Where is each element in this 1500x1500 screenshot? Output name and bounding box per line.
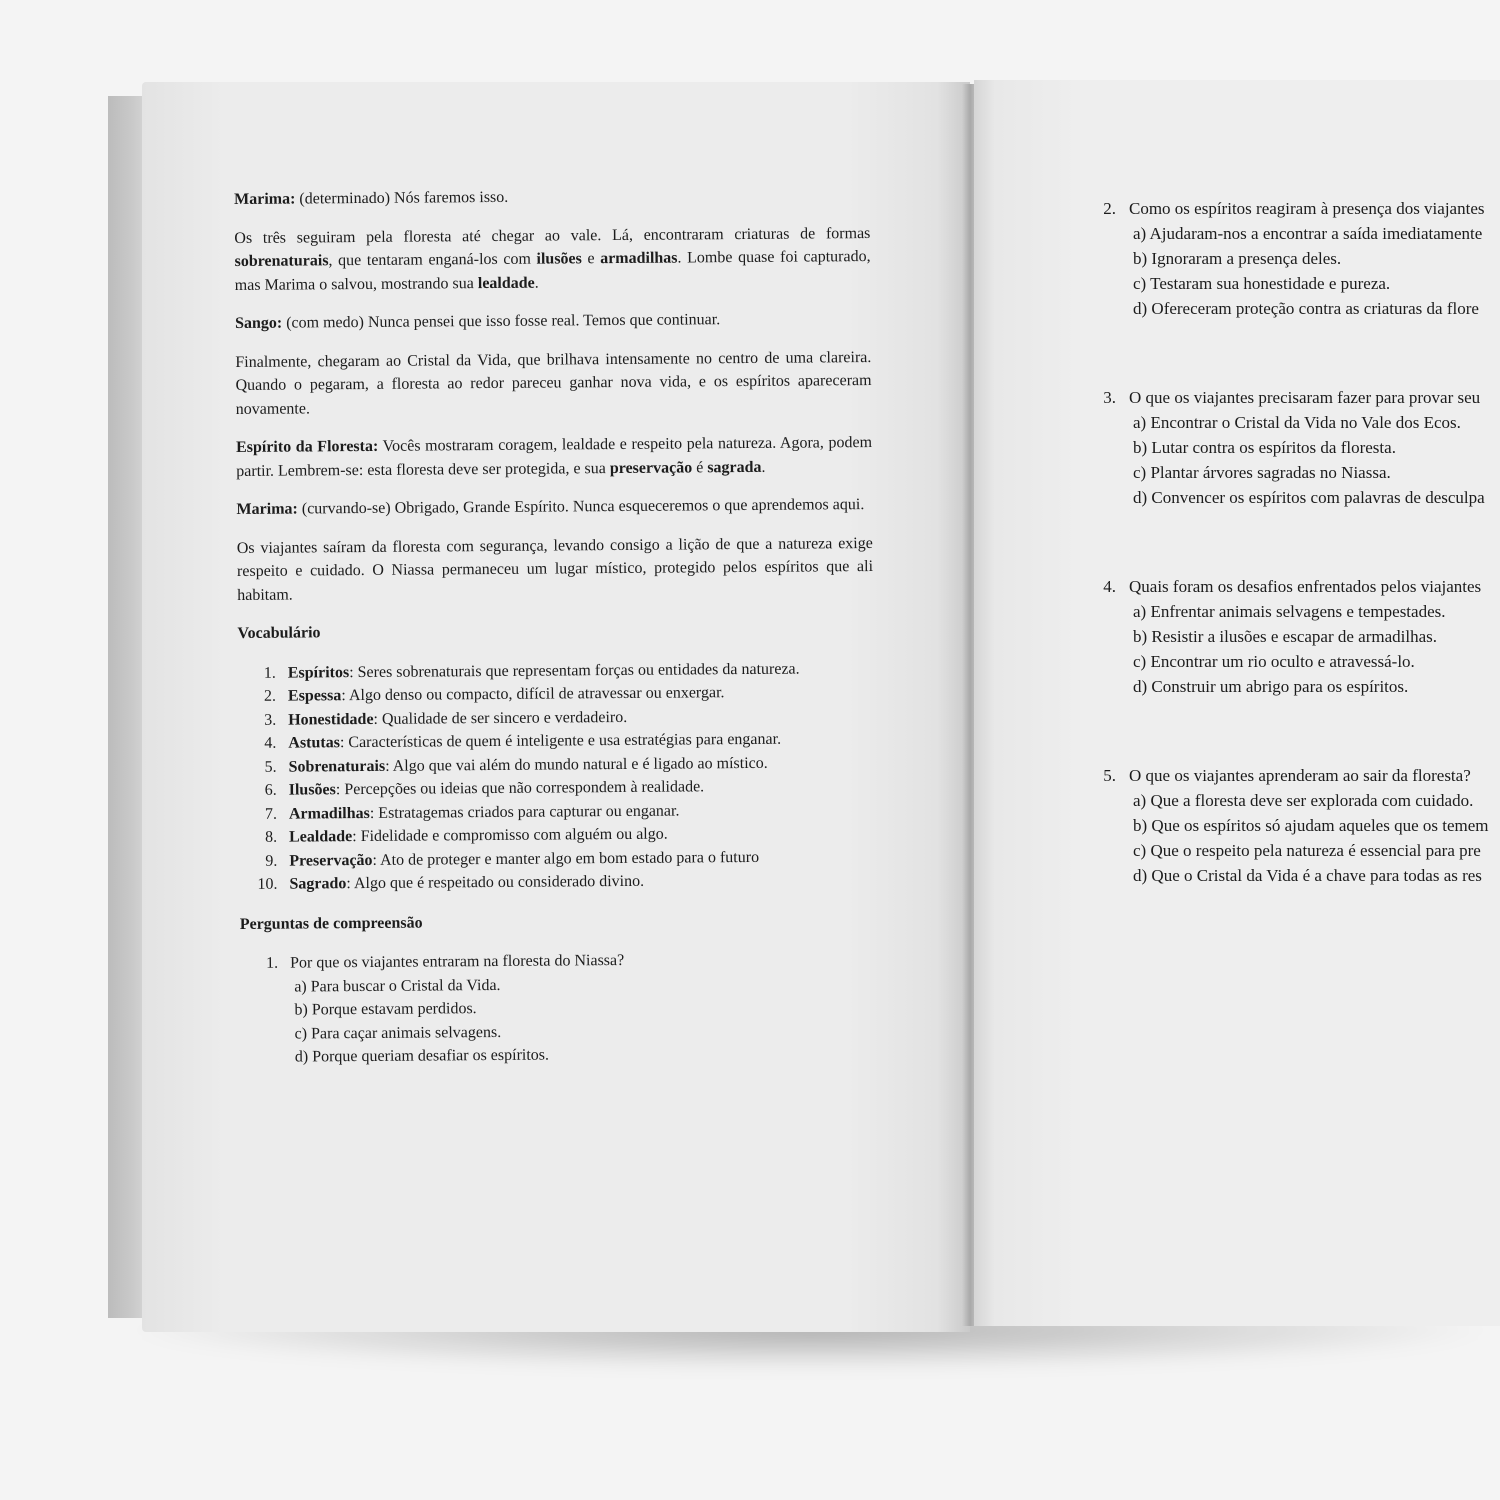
question-4: 4. Quais foram os desafios enfrentados pelos viajantes a) Enfrentar animais selvagens e tempestades. b) Resistir a ilusões e escapar de armadilhas. c) Encontrar um rio oculto e atravessá-lo. d) Construir um abrigo para os espíritos. (1098, 574, 1500, 699)
question-1: 1. Por que os viajantes entraram na floresta do Niassa? a) Para buscar o Cristal da Vida. b) Porque estavam perdidos. c) Para caçar animais selvagens. d) Porque queriam desafiar os espíritos. (240, 947, 877, 1069)
question-text: O que os viajantes precisaram fazer para provar seu (1129, 388, 1481, 407)
answer-option: a) Que a floresta deve ser explorada com cuidado. (1133, 791, 1474, 810)
answer-option: b) Porque estavam perdidos. (294, 1000, 477, 1019)
answer-option: c) Para caçar animais selvagens. (294, 1023, 502, 1043)
vocab-item: 6. Ilusões: Percepções ou ideias que não correspondem à realidade. (264, 778, 705, 799)
left-page-content (234, 183, 877, 1077)
narrative-paragraph-1: Os três seguiram pela floresta até chegar ao vale. Lá, encontraram criaturas de formas sobrenaturais, que tentaram enganá-los com ilusões e armadilhas. Lombe quase foi capturado, mas Marima o salvou, mostrando sua lealdade. (234, 224, 871, 294)
question-text: Quais foram os desafios enfrentados pelos viajantes (1129, 577, 1482, 596)
answer-option: d) Construir um abrigo para os espíritos. (1133, 677, 1409, 696)
vocab-item: 5. Sobrenaturais: Algo que vai além do mundo natural e é ligado ao místico. (264, 754, 768, 776)
answer-option: c) Testaram sua honestidade e pureza. (1133, 274, 1391, 293)
question-5: 5. O que os viajantes aprenderam ao sair da floresta? a) Que a floresta deve ser explorada com cuidado. b) Que os espíritos só ajudam aqueles que os temem c) Que o respeito pela natureza é essencial para pre d) Que o Cristal da Vida é a chave para todas as res (1098, 763, 1500, 888)
narrative-paragraph-2: Finalmente, chegaram ao Cristal da Vida, que brilhava intensamente no centro de uma clareira. Quando o pegaram, a floresta ao redor pareceu ganhar nova vida, e os espíritos apareceram novamente. (235, 348, 872, 418)
question-text: Por que os viajantes entraram na floresta do Niassa? (290, 951, 625, 972)
vocab-item: 10. Sagrado: Algo que é respeitado ou considerado divino. (257, 872, 645, 893)
question-text: Como os espíritos reagiram à presença dos viajantes (1129, 199, 1485, 218)
narrative-paragraph-3: Os viajantes saíram da floresta com segurança, levando consigo a lição de que a natureza exige respeito e cuidado. O Niassa permaneceu um lugar místico, protegido pelos espíritos que ali habitam. (236, 534, 874, 604)
right-page-content (1098, 196, 1500, 952)
answer-option: a) Encontrar o Cristal da Vida no Vale dos Ecos. (1133, 413, 1461, 432)
vocab-heading: Vocabulário (237, 624, 321, 642)
answer-option: b) Lutar contra os espíritos da floresta. (1133, 438, 1396, 457)
answer-option: b) Ignoraram a presença deles. (1133, 249, 1342, 268)
dialogue-forest-spirit: Espírito da Floresta: Vocês mostraram coragem, lealdade e respeito pela natureza. Agora, podem partir. Lembrem-se: esta floresta deve ser protegida, e sua preservação é sagrada. (235, 433, 873, 480)
answer-option: c) Que o respeito pela natureza é essencial para pre (1133, 841, 1481, 860)
question-text: O que os viajantes aprenderam ao sair da floresta? (1129, 766, 1471, 785)
answer-option: b) Que os espíritos só ajudam aqueles que os temem (1133, 816, 1489, 835)
vocab-item: 7. Armadilhas: Estratagemas criados para capturar ou enganar. (264, 802, 680, 823)
vocab-item: 2. Espessa: Algo denso ou compacto, difícil de atravessar ou enxergar. (263, 684, 725, 705)
answer-option: b) Resistir a ilusões e escapar de armadilhas. (1133, 627, 1438, 646)
question-2: 2. Como os espíritos reagiram à presença dos viajantes a) Ajudaram-nos a encontrar a saída imediatamente b) Ignoraram a presença deles. c) Testaram sua honestidade e pureza. d) Ofereceram proteção contra as criaturas da flore (1098, 196, 1500, 321)
question-3: 3. O que os viajantes precisaram fazer para provar seu a) Encontrar o Cristal da Vida no Vale dos Ecos. b) Lutar contra os espíritos da floresta. c) Plantar árvores sagradas no Niassa. d) Convencer os espíritos com palavras de desculpa (1098, 385, 1500, 510)
vocab-item: 9. Preservação: Ato de proteger e manter algo em bom estado para o futuro (265, 848, 760, 870)
vocab-item: 1. Espíritos: Seres sobrenaturais que representam forças ou entidades da natureza. (263, 660, 800, 682)
dialogue-marima-2: Marima: (curvando-se) Obrigado, Grande Espírito. Nunca esqueceremos o que aprendemos aqui. (236, 496, 865, 518)
dialogue-sango: Sango: (com medo) Nunca pensei que isso fosse real. Temos que continuar. (234, 311, 721, 332)
right-page-clip (974, 80, 1500, 1326)
answer-option: a) Para buscar o Cristal da Vida. (294, 976, 501, 996)
answer-option: d) Porque queriam desafiar os espíritos. (294, 1046, 550, 1066)
answer-option: d) Ofereceram proteção contra as criaturas da flore (1133, 299, 1479, 318)
answer-option: c) Plantar árvores sagradas no Niassa. (1133, 463, 1391, 482)
vocab-item: 4. Astutas: Características de quem é inteligente e usa estratégias para enganar. (264, 730, 782, 752)
answer-option: d) Convencer os espíritos com palavras de desculpa (1133, 488, 1485, 507)
dialogue-marima-1: Marima: (determinado) Nós faremos isso. (234, 188, 509, 208)
answer-option: a) Enfrentar animais selvagens e tempestades. (1133, 602, 1446, 621)
answer-option: a) Ajudaram-nos a encontrar a saída imediatamente (1133, 224, 1483, 243)
questions-heading: Perguntas de compreensão (239, 914, 423, 933)
answer-option: c) Encontrar um rio oculto e atravessá-lo. (1133, 652, 1415, 671)
vocab-item: 3. Honestidade: Qualidade de ser sincero e verdadeiro. (264, 708, 628, 729)
vocab-item: 8. Lealdade: Fidelidade e compromisso com alguém ou algo. (265, 825, 668, 846)
answer-option: d) Que o Cristal da Vida é a chave para todas as res (1133, 866, 1482, 885)
vocab-list (238, 656, 876, 896)
